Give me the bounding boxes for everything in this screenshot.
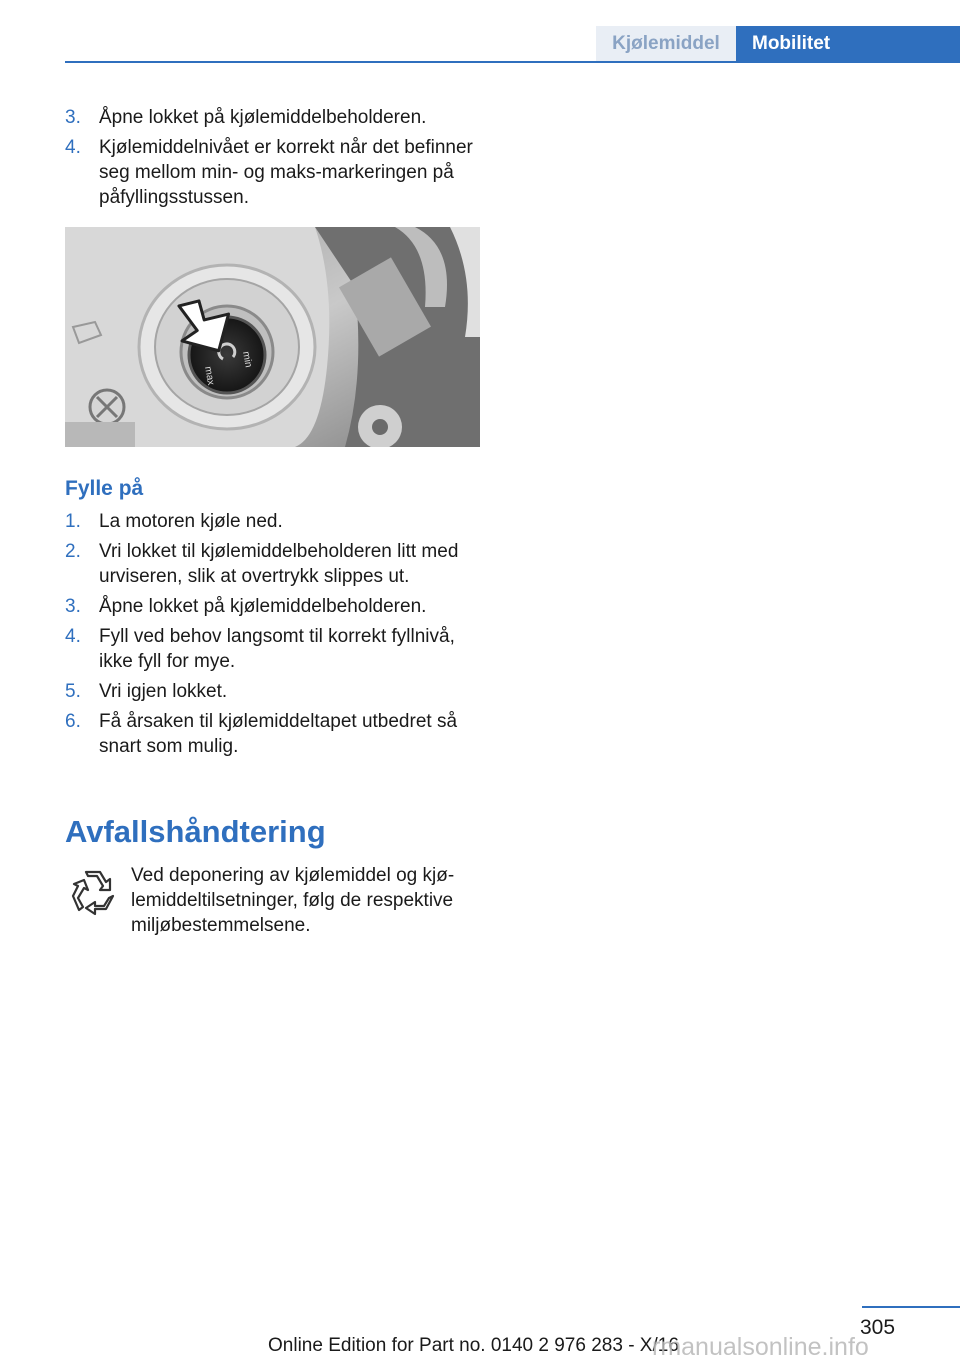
list-item [65, 509, 485, 534]
step-number: 1. [65, 511, 81, 532]
step-text: La motoren kjøle ned. [99, 511, 283, 532]
list-item [65, 709, 485, 759]
step-text: Åpne lokket på kjølemiddelbeholderen. [99, 107, 427, 128]
edition-note: Online Edition for Part no. 0140 2 976 283 - X/16 [268, 1335, 679, 1356]
step-number: 4. [65, 626, 81, 647]
section-heading-fill: Fylle på [65, 477, 144, 500]
footer-rule [862, 1306, 960, 1308]
step-number: 4. [65, 137, 81, 158]
step-text: Vri lokket til kjølemiddelbeholderen litt med urviseren, slik at overtrykk slippes ut. [99, 541, 459, 587]
step-text: Vri igjen lokket. [99, 681, 228, 702]
step-text: Fyll ved behov langsomt til korrekt fyllnivå, ikke fyll for mye. [99, 626, 455, 672]
section-heading-disposal: Avfallshåndtering [65, 814, 326, 849]
cap-label-min: min [240, 350, 254, 369]
step-text: Åpne lokket på kjølemiddelbeholderen. [99, 596, 427, 617]
recycle-icon [66, 866, 120, 920]
watermark: rmanualsonline.info [652, 1333, 869, 1361]
cap-label-max: max [202, 365, 217, 387]
instruction-list-fill [65, 509, 485, 764]
coolant-reservoir-photo [65, 227, 480, 447]
disposal-text: Ved deponering av kjølemiddel og kjølemiddeltilsetninger, følg de respektive miljøbestemmelsene. [131, 865, 455, 936]
list-item [65, 624, 485, 674]
step-text: Kjølemiddelnivået er korrekt når det befinner seg mellom min- og maks-markeringen på påfyllingsstussen. [99, 137, 473, 208]
step-number: 3. [65, 107, 81, 128]
step-number: 6. [65, 711, 81, 732]
list-item [65, 135, 485, 210]
instruction-list-top [65, 105, 485, 215]
step-number: 3. [65, 596, 81, 617]
step-text: Få årsaken til kjølemiddeltapet utbedret så snart som mulig. [99, 711, 458, 757]
page-number: 305 [860, 1316, 896, 1339]
header-rule [65, 61, 960, 63]
list-item [65, 679, 485, 704]
step-number: 2. [65, 541, 81, 562]
list-item [65, 105, 485, 130]
step-number: 5. [65, 681, 81, 702]
tab-section-coolant: Kjølemiddel [596, 26, 736, 61]
list-item [65, 594, 485, 619]
list-item [65, 539, 485, 589]
tab-chapter-mobility: Mobilitet [736, 26, 960, 61]
